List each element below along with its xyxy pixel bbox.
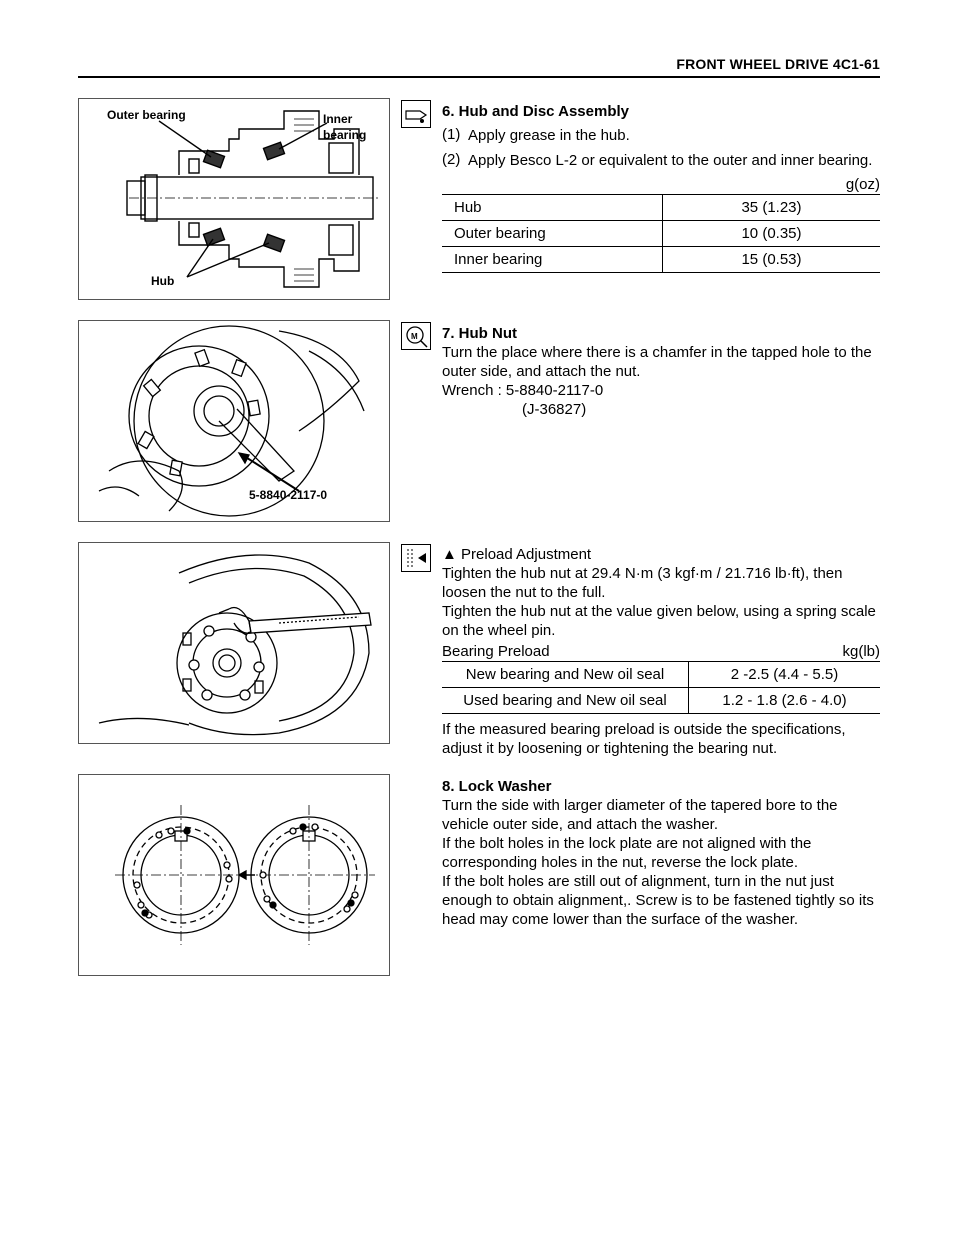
adjust-icon [401, 544, 431, 572]
table-cell-value: 35 (1.23) [663, 195, 881, 221]
table-cell-value: 15 (0.53) [663, 247, 881, 273]
table-row [442, 247, 880, 273]
table-cell-label: Outer bearing [442, 221, 663, 247]
table-row [442, 688, 880, 714]
hub-step [442, 150, 880, 172]
table-row [442, 221, 880, 247]
preload-p1: Tighten the hub nut at 29.4 N·m (3 kgf·m / 21.716 lb·ft), then loosen the nut to the full. [442, 565, 843, 601]
hub-bearing-figure [78, 98, 390, 300]
preload-p3: If the measured bearing preload is outside the specifications, adjust it by loosening or tightening the bearing nut. [442, 721, 846, 757]
preload-table-caption [442, 642, 880, 661]
svg-text:M: M [411, 332, 418, 341]
step-number: (1) [442, 126, 461, 143]
label-outer-bearing: Outer bearing [107, 108, 186, 122]
hubnut-section-text [442, 324, 880, 419]
hub-steps [442, 125, 880, 172]
step-text: Apply grease in the hub. [468, 127, 630, 144]
hub-section-text [442, 102, 880, 273]
label-inner: Inner [323, 112, 353, 126]
preload-section-text [442, 545, 880, 758]
hub-nut-figure [78, 320, 390, 522]
table-cell-value: 10 (0.35) [663, 221, 881, 247]
label-wrench-part: 5-8840-2117-0 [249, 488, 328, 502]
torque-wrench-icon [401, 322, 431, 350]
hubnut-wrench-alt: (J-36827) [522, 401, 587, 418]
hubnut-wrench: Wrench : 5-8840-2117-0 [442, 382, 604, 399]
lock-washer-figure [78, 774, 390, 976]
preload-unit: kg(lb) [842, 643, 880, 660]
hub-step [442, 125, 880, 147]
table-cell-label: Inner bearing [442, 247, 663, 273]
page-header [78, 0, 880, 78]
hubnut-heading: 7. Hub Nut [442, 325, 517, 342]
lock-washer-drawing [79, 775, 389, 975]
label-bearing: bearing [323, 128, 367, 142]
grease-apply-icon [401, 100, 431, 128]
hubnut-body: Turn the place where there is a chamfer in the tapped hole to the outer side, and attach the nut. [442, 344, 872, 380]
grease-unit: g(oz) [845, 176, 880, 193]
table-row [442, 662, 880, 688]
hub-bearing-drawing [79, 99, 389, 299]
page-title: FRONT WHEEL DRIVE 4C1-61 [676, 56, 880, 72]
table-cell-label: Used bearing and New oil seal [442, 688, 689, 714]
preload-label: Bearing Preload [442, 643, 550, 660]
table-cell-value: 2 -2.5 (4.4 - 5.5) [689, 662, 881, 688]
preload-drawing [79, 543, 389, 743]
table-cell-label: New bearing and New oil seal [442, 662, 689, 688]
hub-nut-drawing [79, 321, 389, 521]
label-hub: Hub [151, 274, 175, 288]
preload-heading: ▲ Preload Adjustment [442, 546, 592, 563]
preload-figure [78, 542, 390, 744]
table-cell-value: 1.2 - 1.8 (2.6 - 4.0) [689, 688, 881, 714]
table-cell-label: Hub [442, 195, 663, 221]
hub-heading: 6. Hub and Disc Assembly [442, 103, 630, 120]
lockwasher-heading: 8. Lock Washer [442, 778, 552, 795]
grease-table [442, 194, 880, 273]
step-number: (2) [442, 151, 461, 168]
preload-table [442, 661, 880, 714]
lockwasher-body: Turn the side with larger diameter of the tapered bore to the vehicle outer side, and attach the washer. If the bolt holes in the lock plate are not aligned with the corresponding holes in the nut, reverse the lock plate. If the bolt holes are still out of alignment, turn in the nut just enough to obtain alignment,. Screw is to be fastened tightly so its head may come lower than the surface of the washer. [442, 797, 874, 928]
preload-p2: Tighten the hub nut at the value given below, using a spring scale on the wheel pin. [442, 603, 876, 639]
lockwasher-section-text [442, 777, 880, 929]
table-row [442, 195, 880, 221]
step-text: Apply Besco L-2 or equivalent to the outer and inner bearing. [468, 152, 873, 169]
